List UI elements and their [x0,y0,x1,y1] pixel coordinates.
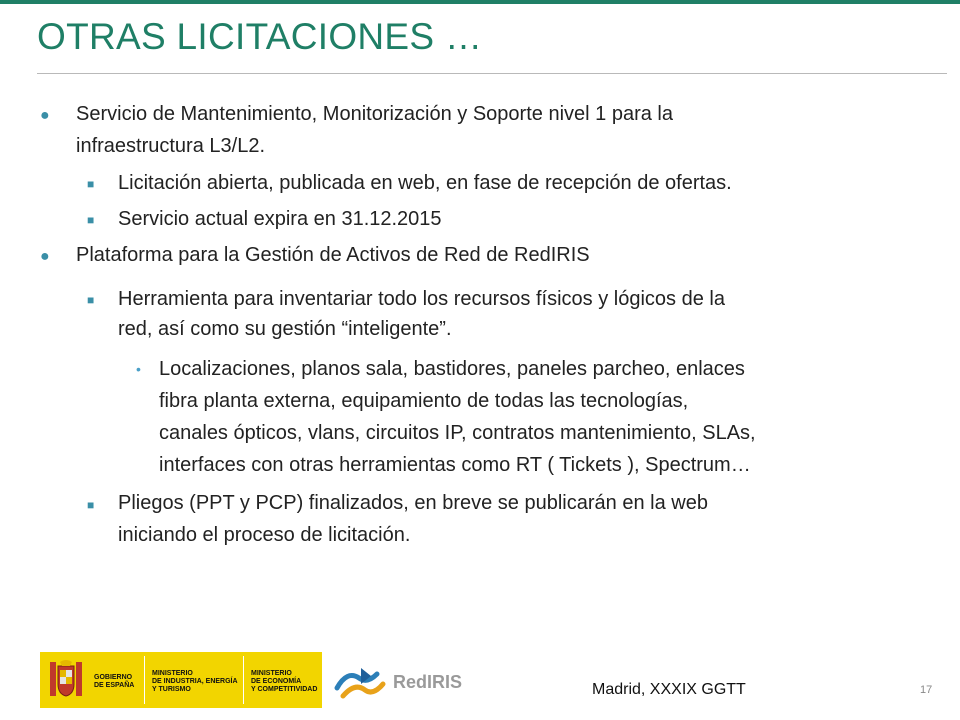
slide-title: OTRAS LICITACIONES … [37,16,483,57]
svg-text:RedIRIS: RedIRIS [393,672,463,692]
sub-sub-bullet-text-line: canales ópticos, vlans, circuitos IP, contratos mantenimiento, SLAs, [159,422,756,444]
bullet-text-line: infraestructura L3/L2. [76,135,265,157]
sub-bullet-text-line: iniciando el proceso de licitación. [118,524,411,546]
square-bullet-icon: ■ [87,177,95,191]
square-bullet-icon: ■ [87,293,95,307]
bullet-text-line: Servicio de Mantenimiento, Monitorización y Soporte nivel 1 para la [76,103,673,125]
footer-location: Madrid, XXXIX GGTT [592,681,746,698]
square-bullet-icon: ■ [87,213,95,227]
top-accent-bar [0,0,960,4]
gobierno-text: GOBIERNO DE ESPAÑA [94,674,135,689]
sub-bullet-text-line: red, así como su gestión “inteligente”. [118,318,452,340]
sub-sub-bullet-text-line: Localizaciones, planos sala, bastidores, paneles parcheo, enlaces [159,358,745,380]
page-number: 17 [920,684,933,696]
spain-coat-of-arms-icon [46,658,86,702]
bullet-circle-icon: ● [40,107,50,124]
ministerio-economia-text: MINISTERIO DE ECONOMÍA Y COMPETITIVIDAD [251,670,318,693]
rediris-logo [335,658,463,702]
dot-bullet-icon: • [136,361,141,377]
ministerio-industria-text: MINISTERIO DE INDUSTRIA, ENERGÍA Y TURISMO [152,670,238,693]
logo-divider [243,656,244,704]
sub-bullet-text-line: Pliegos (PPT y PCP) finalizados, en breve se publicarán en la web [118,492,708,514]
bullet-text-line: Plataforma para la Gestión de Activos de Red de RedIRIS [76,244,590,266]
square-bullet-icon: ■ [87,498,95,512]
sub-bullet-text-line: Servicio actual expira en 31.12.2015 [118,208,442,230]
bullet-circle-icon: ● [40,248,50,265]
government-logo-strip [40,652,322,708]
sub-sub-bullet-text-line: interfaces con otras herramientas como RT ( Tickets ), Spectrum… [159,454,751,476]
title-divider [37,73,947,74]
sub-bullet-text-line: Herramienta para inventariar todo los recursos físicos y lógicos de la [118,288,725,310]
sub-bullet-text-line: Licitación abierta, publicada en web, en fase de recepción de ofertas. [118,172,732,194]
footer-logos [40,652,463,708]
sub-sub-bullet-text-line: fibra planta externa, equipamiento de todas las tecnologías, [159,390,689,412]
logo-divider [144,656,145,704]
